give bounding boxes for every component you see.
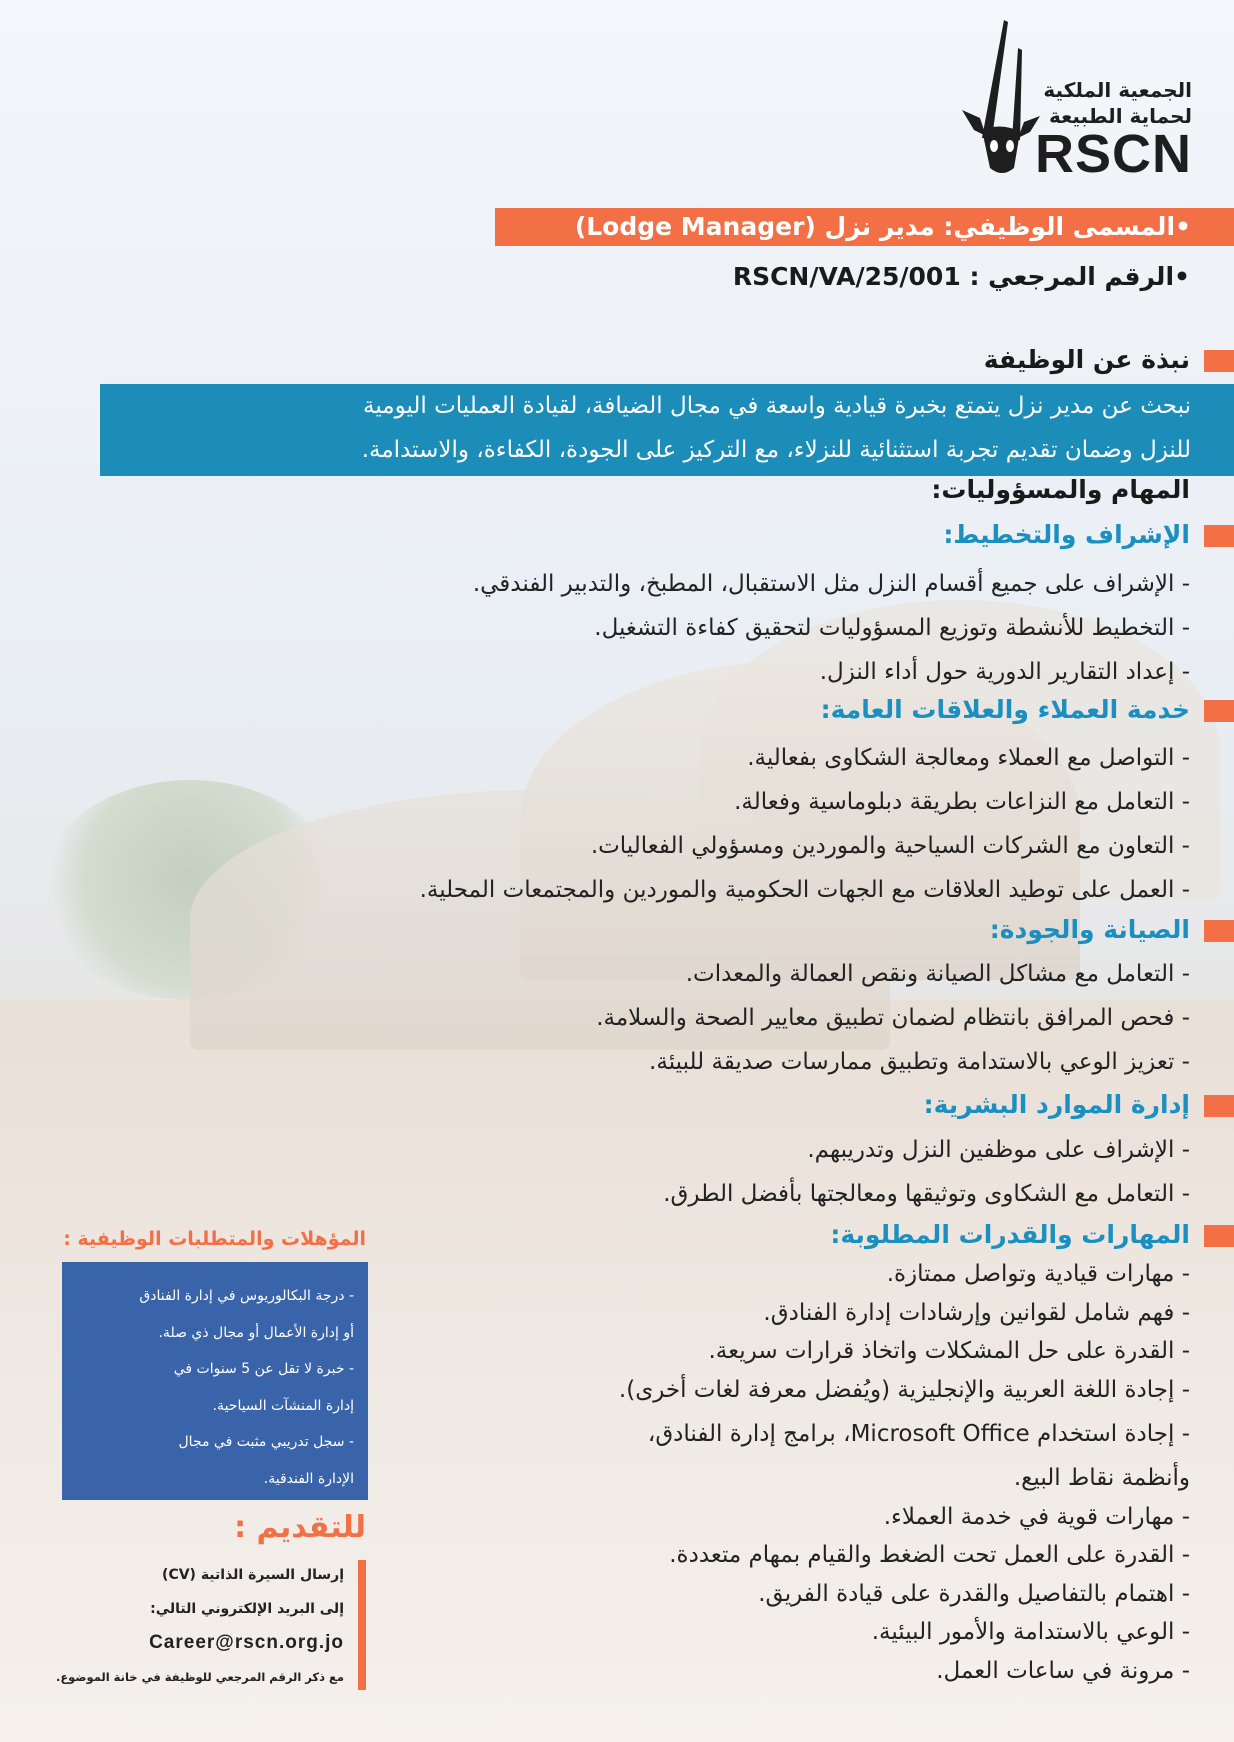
- apply-line-2: إلى البريد الإلكتروني التالي:: [150, 1601, 344, 1617]
- section-marker: [1204, 920, 1234, 942]
- apply-email-link[interactable]: Career@rscn.org.jo: [149, 1632, 344, 1653]
- customer-service-list: [230, 736, 1190, 912]
- qualifications-heading: المؤهلات والمتطلبات الوظيفية :: [63, 1228, 366, 1250]
- apply-line-1: إرسال السيرة الذاتية (CV): [162, 1567, 344, 1583]
- list-item: - خبرة لا تقل عن 5 سنوات في: [173, 1361, 354, 1377]
- section-marker: [1204, 700, 1234, 722]
- apply-accent-bar: [358, 1560, 366, 1690]
- skills-list: [230, 1255, 1190, 1690]
- list-item: - التعامل مع الشكاوى وتوثيقها ومعالجتها بأفضل الطرق.: [663, 1181, 1190, 1207]
- list-item: - الإشراف على جميع أقسام النزل مثل الاستقبال، المطبخ، والتدبير الفندقي.: [472, 571, 1190, 597]
- list-item: - الإشراف على موظفين النزل وتدريبهم.: [807, 1137, 1190, 1163]
- apply-note: مع ذكر الرقم المرجعي للوظيفة في خانة الموضوع.: [55, 1670, 344, 1684]
- section-title-customer-service: خدمة العملاء والعلاقات العامة:: [820, 695, 1190, 724]
- list-item: - مهارات قوية في خدمة العملاء.: [883, 1503, 1190, 1530]
- about-line-1: نبحث عن مدير نزل يتمتع بخبرة قيادية واسعة في مجال الضيافة، لقيادة العمليات اليومية: [363, 393, 1191, 419]
- list-item: - التعامل مع النزاعات بطريقة دبلوماسية وفعالة.: [734, 789, 1190, 815]
- list-item: - إجادة اللغة العربية والإنجليزية (ويُفضل معرفة لغات أخرى).: [618, 1376, 1190, 1403]
- section-marker: [1204, 350, 1234, 372]
- list-item: - مرونة في ساعات العمل.: [936, 1657, 1190, 1684]
- section-title-hr: إدارة الموارد البشرية:: [923, 1090, 1190, 1119]
- section-marker: [1204, 1225, 1234, 1247]
- list-item: - القدرة على العمل تحت الضغط والقيام بمهام متعددة.: [669, 1542, 1190, 1568]
- list-item: - فهم شامل لقوانين وإرشادات إدارة الفنادق.: [763, 1299, 1190, 1326]
- apply-instructions: [14, 1558, 344, 1694]
- list-item: - القدرة على حل المشكلات واتخاذ قرارات سريعة.: [708, 1338, 1190, 1364]
- section-marker: [1204, 525, 1234, 547]
- list-item: - اهتمام بالتفاصيل والقدرة على قيادة الفريق.: [758, 1580, 1190, 1607]
- job-reference: •الرقم المرجعي : RSCN/VA/25/001: [732, 262, 1190, 291]
- list-item: إدارة المنشآت السياحية.: [212, 1397, 354, 1414]
- oryx-head-logo-icon: [952, 18, 1042, 178]
- list-item: وأنظمة نقاط البيع.: [1013, 1465, 1190, 1491]
- list-item: - تعزيز الوعي بالاستدامة وتطبيق ممارسات صديقة للبيئة.: [649, 1049, 1190, 1075]
- about-heading: نبذة عن الوظيفة: [983, 345, 1190, 374]
- list-item: أو إدارة الأعمال أو مجال ذي صلة.: [158, 1324, 354, 1341]
- list-item: - التخطيط للأنشطة وتوزيع المسؤوليات لتحقيق كفاءة التشغيل.: [594, 615, 1190, 641]
- list-item: - إجادة استخدام Microsoft Office، برامج إدارة الفنادق،: [647, 1421, 1190, 1447]
- list-item: - العمل على توطيد العلاقات مع الجهات الحكومية والموردين والمجتمعات المحلية.: [419, 877, 1190, 903]
- list-item: - مهارات قيادية وتواصل ممتازة.: [886, 1261, 1190, 1287]
- org-abbr: RSCN: [1034, 124, 1192, 184]
- qualifications-list: [62, 1262, 368, 1497]
- maintenance-list: [230, 952, 1190, 1084]
- duties-heading: المهام والمسؤوليات:: [931, 475, 1190, 504]
- about-line-2: للنزل وضمان تقديم تجربة استثنائية للنزلاء، مع التركيز على الجودة، الكفاءة، والاستدامة.: [361, 437, 1191, 463]
- list-item: - التواصل مع العملاء ومعالجة الشكاوى بفعالية.: [747, 745, 1190, 771]
- section-title-maintenance: الصيانة والجودة:: [989, 915, 1190, 944]
- list-item: - سجل تدريبي مثبت في مجال: [178, 1434, 354, 1450]
- rscn-logo: [952, 18, 1192, 183]
- list-item: - التعامل مع مشاكل الصيانة ونقص العمالة والمعدات.: [685, 961, 1190, 987]
- list-item: - إعداد التقارير الدورية حول أداء النزل.: [819, 659, 1190, 685]
- org-name-ar-line2: لحماية الطبيعة: [1048, 104, 1192, 128]
- section-title-skills: المهارات والقدرات المطلوبة:: [830, 1220, 1190, 1249]
- supervision-list: [230, 562, 1190, 694]
- list-item: - الوعي بالاستدامة والأمور البيئية.: [871, 1619, 1190, 1645]
- list-item: - فحص المرافق بانتظام لضمان تطبيق معايير الصحة والسلامة.: [596, 1005, 1190, 1031]
- hr-list: [230, 1128, 1190, 1216]
- list-item: - التعاون مع الشركات السياحية والموردين ومسؤولي الفعاليات.: [590, 833, 1190, 859]
- apply-heading: للتقديم :: [234, 1510, 366, 1545]
- about-box: [100, 384, 1234, 476]
- list-item: - درجة البكالوريوس في إدارة الفنادق: [139, 1288, 354, 1304]
- section-title-supervision: الإشراف والتخطيط:: [943, 520, 1190, 549]
- job-title-bar: •المسمى الوظيفي: مدير نزل (Lodge Manager): [495, 208, 1234, 246]
- qualifications-box: [62, 1262, 368, 1500]
- section-marker: [1204, 1095, 1234, 1117]
- org-name-ar-line1: الجمعية الملكية: [1043, 78, 1192, 102]
- list-item: الإدارة الفندقية.: [263, 1470, 354, 1487]
